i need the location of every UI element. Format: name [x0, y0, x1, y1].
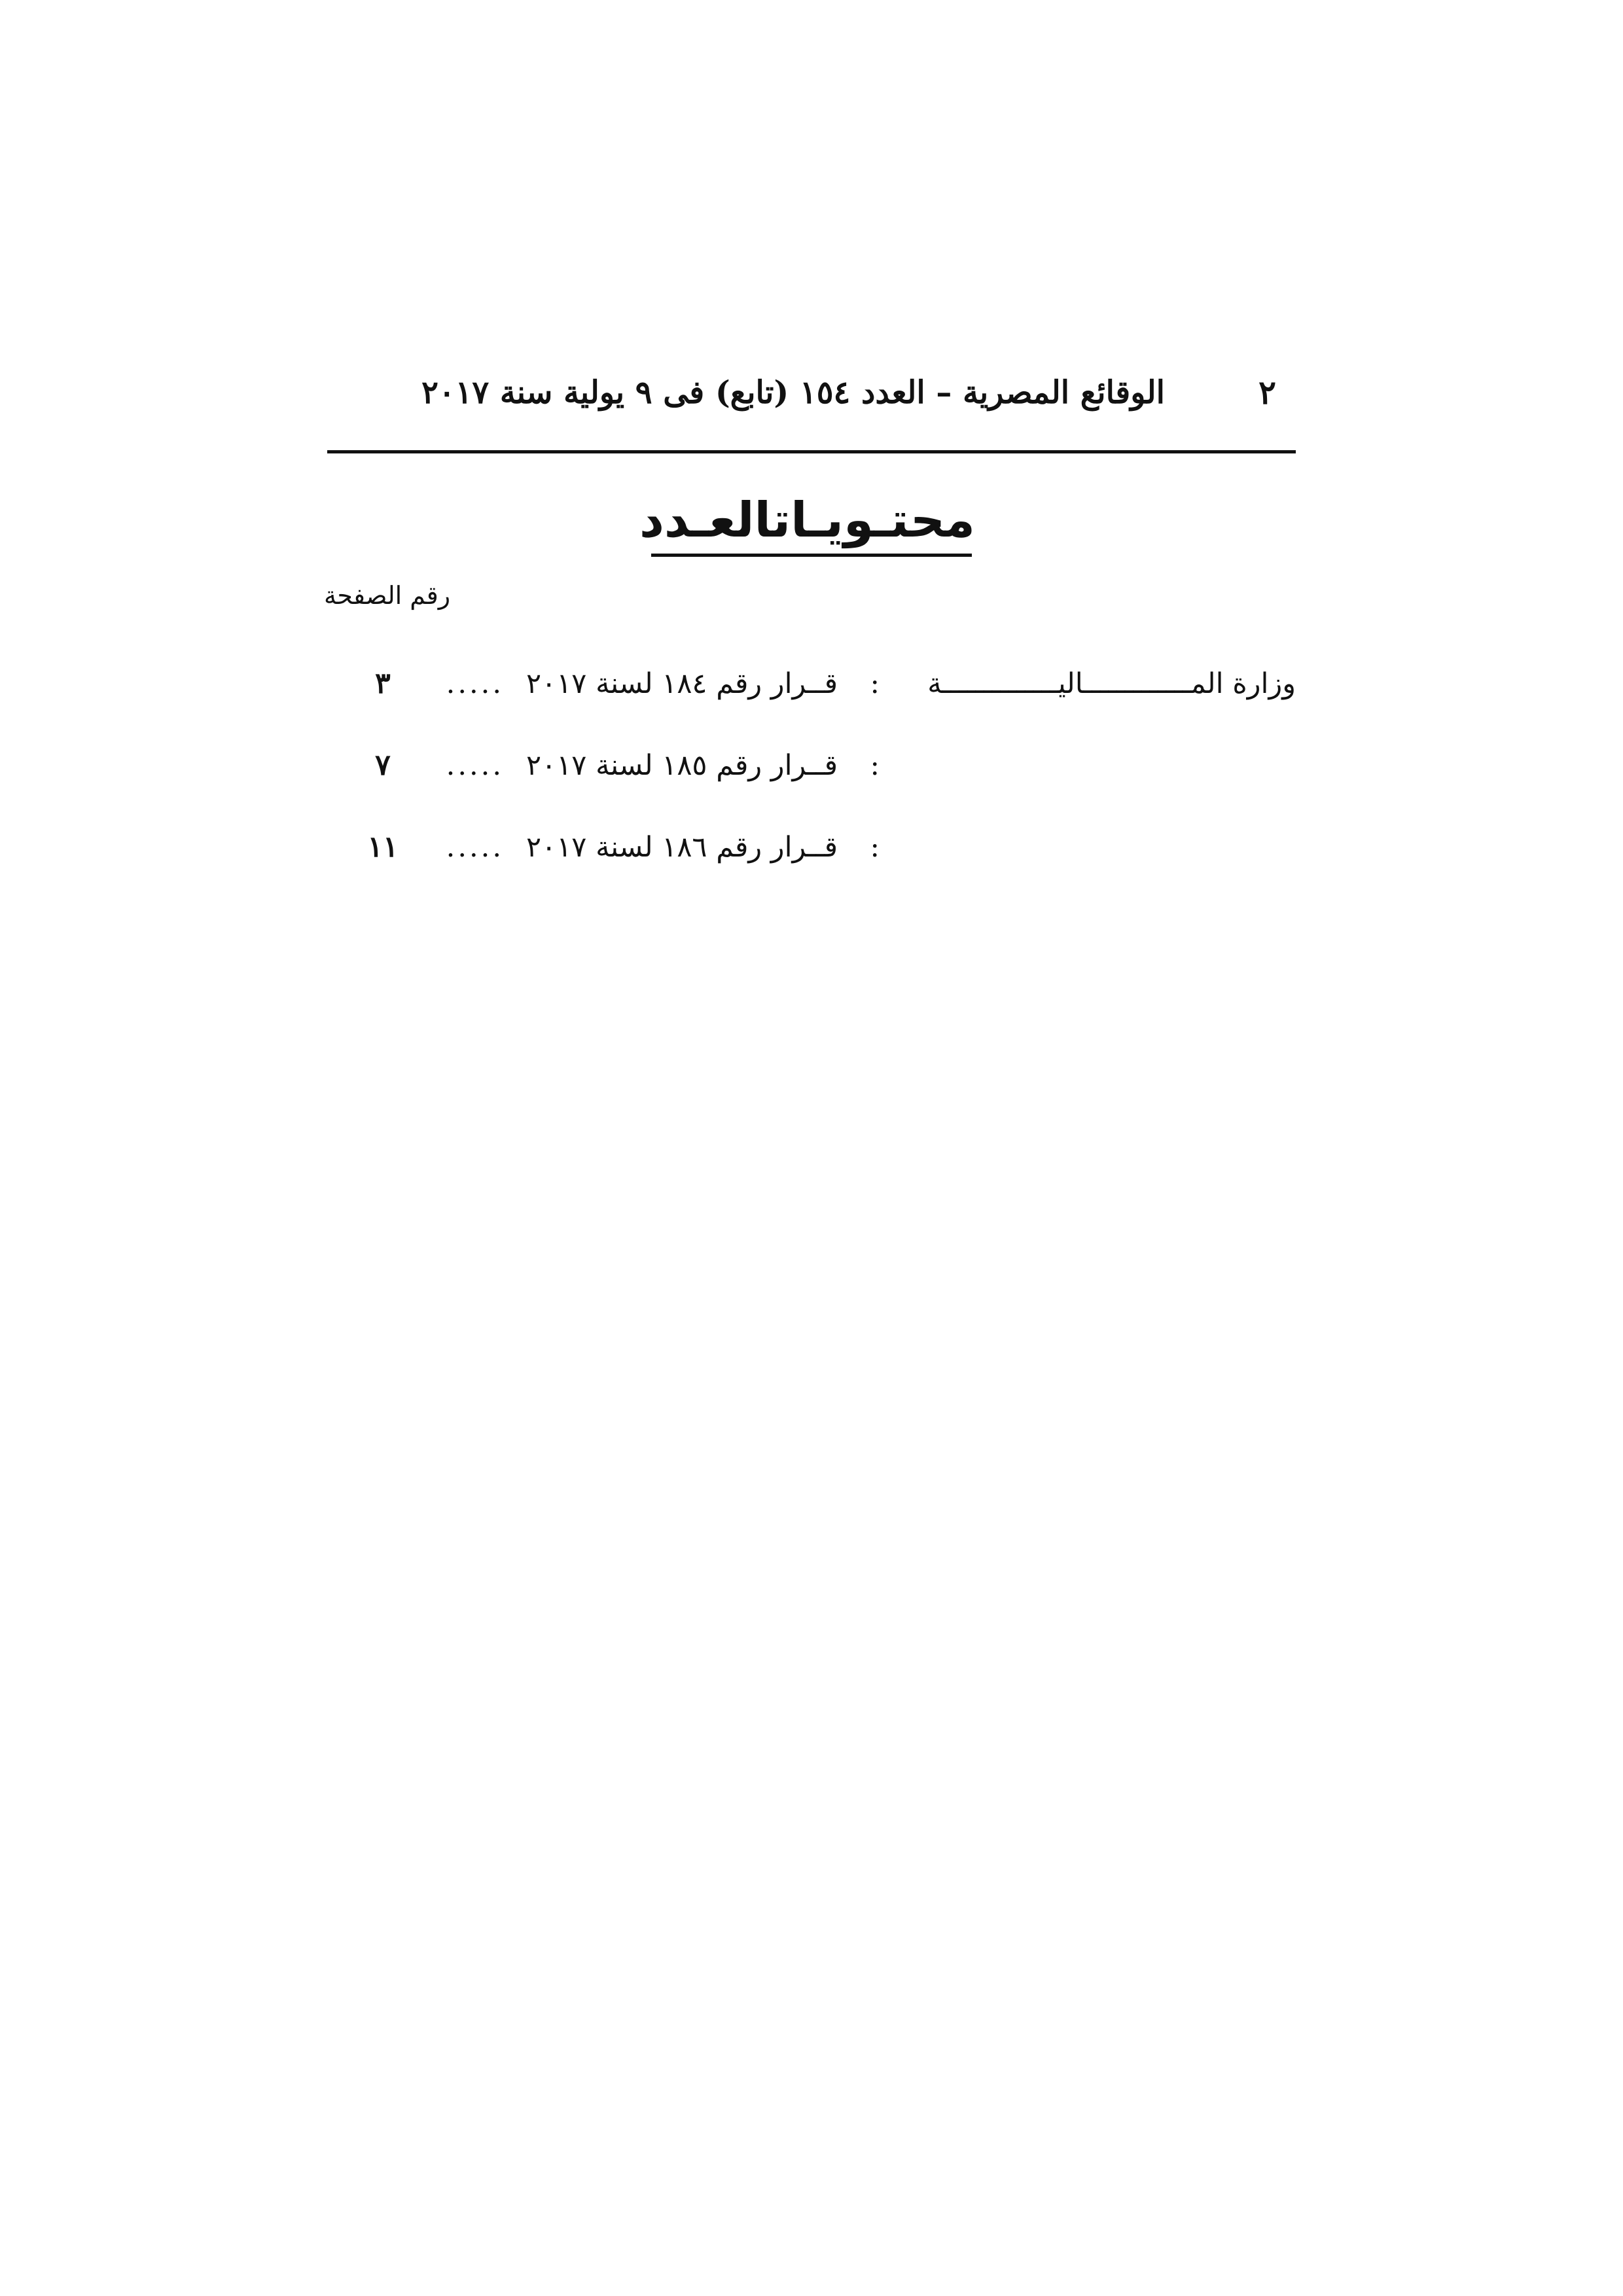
entry-colon: :	[870, 667, 880, 700]
leader-dots: .....	[446, 667, 504, 700]
page-number: ٢	[1258, 373, 1276, 412]
contents-title-underline	[651, 554, 972, 557]
decree-title: قــرار رقم ١٨٦ لسنة ٢٠١٧	[526, 831, 838, 864]
entry-colon: :	[870, 749, 880, 782]
contents-heading	[639, 487, 975, 553]
leader-dots: .....	[446, 749, 504, 782]
decree-title: قــرار رقم ١٨٥ لسنة ٢٠١٧	[526, 749, 838, 782]
decree-title: قــرار رقم ١٨٤ لسنة ٢٠١٧	[526, 667, 838, 700]
leader-dots: .....	[446, 831, 504, 864]
page-header	[327, 366, 1296, 419]
entry-page-number: ٧	[375, 749, 391, 782]
page-number-column-label: رقم الصفحة	[324, 581, 451, 610]
contents-entry	[353, 658, 1296, 710]
entry-page-number: ٣	[375, 667, 391, 700]
publication-title: الوقائع المصرية – العدد ١٥٤ (تابع) فى ٩ يولية سنة ٢٠١٧	[421, 374, 1165, 411]
contents-entry	[353, 821, 1296, 874]
ministry-name: وزارة المـــــــــــــاليــــــــــــــة	[927, 667, 1296, 700]
contents-title: محتـويـاتالعـدد	[639, 492, 975, 548]
contents-entry	[353, 739, 1296, 792]
header-divider	[327, 450, 1296, 453]
entry-colon: :	[870, 831, 880, 864]
entry-page-number: ١١	[367, 830, 399, 864]
